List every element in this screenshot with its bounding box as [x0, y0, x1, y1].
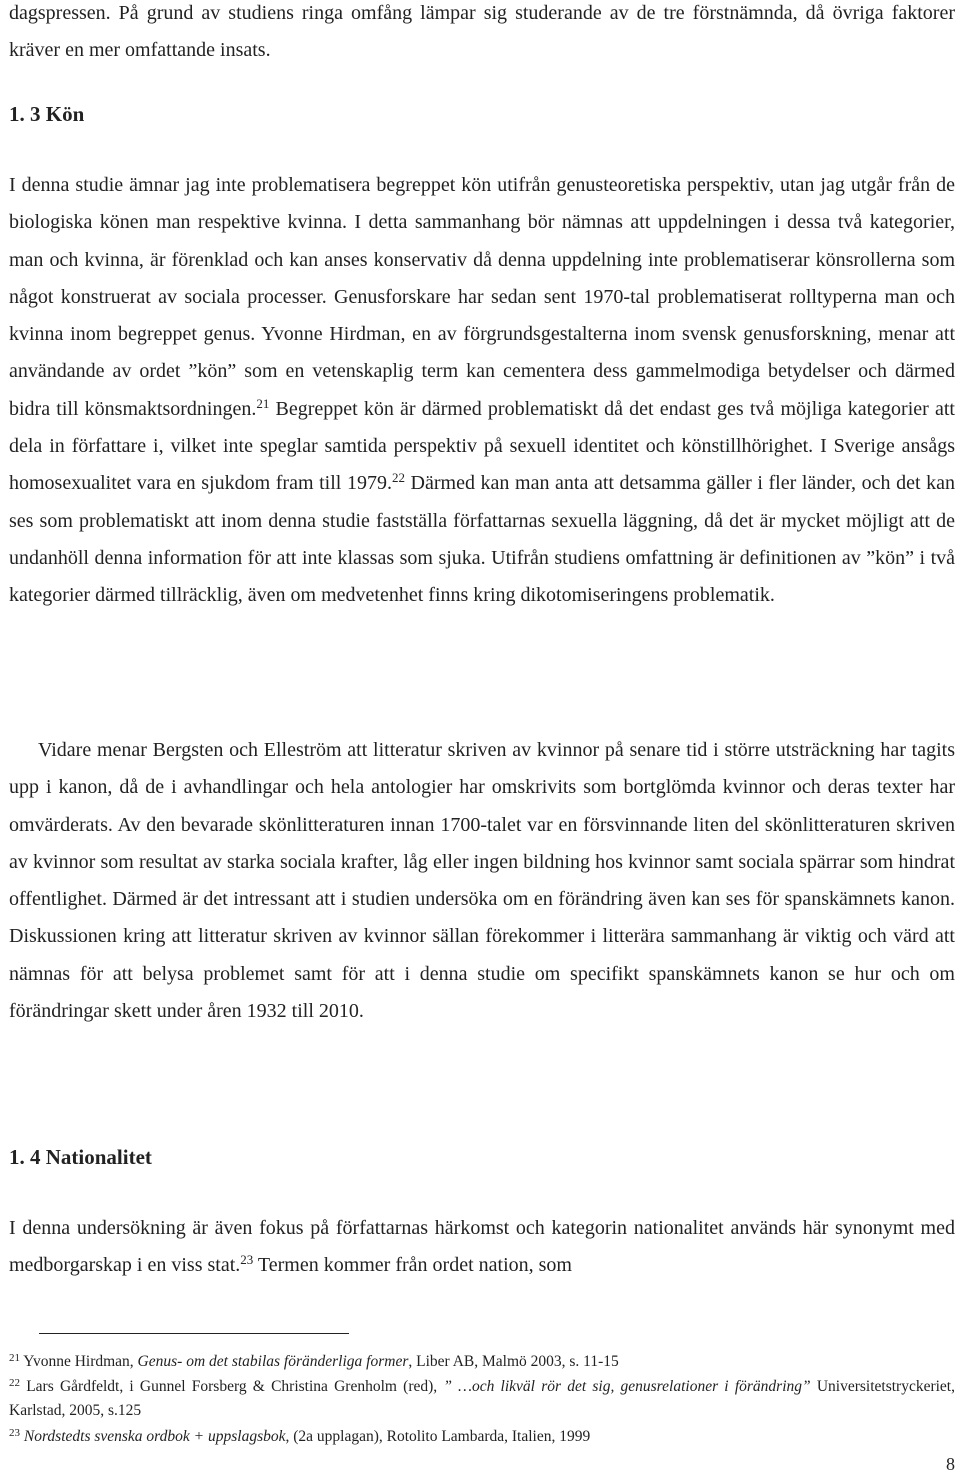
footnote-22: $^{22}$ Lars Gårdfeldt, i Gunnel Forsberg & Christina Grenholm (red), ” …och likväl rör det sig, genusrelationer i förändring” Universitetstryckeriet, Karlstad, 2005, s.125: [9, 1377, 955, 1419]
footnote-ref-23[interactable]: 23: [240, 1252, 254, 1268]
footnote-separator: [39, 1333, 349, 1334]
intro-paragraph: dagspressen. På grund av studiens ringa omfång lämpar sig studerande av de tre förstnämnda, då övriga faktorer kräver en mer omfattande insats.: [9, 2, 955, 62]
footnote-21: $^{21}$ Yvonne Hirdman, Genus- om det stabilas föränderliga former, Liber AB, Malmö 2003, s. 11-15: [9, 1352, 619, 1370]
nationalitet-paragraph-1: I denna undersökning är även fokus på författarnas härkomst och kategorin nationalitet används här synonymt med medborgarskap i en viss stat.$^{23}$ Termen kommer från ordet nation, som: [9, 1217, 955, 1277]
footnote-23: $^{23}$ Nordstedts svenska ordbok + uppslagsbok, (2a upplagan), Rotolito Lambarda, Italien, 1999: [9, 1427, 591, 1445]
page-number: 8: [946, 1454, 955, 1474]
footnote-ref-21[interactable]: 21: [256, 395, 270, 411]
footnote-ref-22[interactable]: 22: [391, 470, 405, 486]
section-heading-nationalitet: 1. 4 Nationalitet: [9, 1145, 152, 1169]
kon-paragraph-1: I denna studie ämnar jag inte problematisera begreppet kön utifrån genusteoretiska perspektiv, utan jag utgår från de biologiska könen man respektive kvinna. I detta sammanhang bör nämnas att uppdelningen i dessa två kategorier, man och kvinna, är förenklad och kan anses konservativ då denna uppdelning inte problematiserar könsrollerna som något konstruerat av sociala processer. Genusforskare har sedan sent 1970-tal problematiserat rolltyperna man och kvinna inom begreppet genus. Yvonne Hirdman, en av förgrundsgestalterna inom svensk genusforskning, menar att användande av ordet ”kön” som en vetenskaplig term kan cementera dess gammelmodiga betydelser och därmed bidra till könsmaktsordningen.$^{21}$ Begreppet kön är därmed problematiskt då det endast ges två möjliga kategorier att dela in författare i, vilket inte speglar samtida perspektiv på sexuell identitet och könstillhörighet. I Sverige ansågs homosexualitet vara en sjukdom fram till 1979.22 Därmed kan man anta att detsamma gäller i fler länder, och det kan ses som problematiskt att inom denna studie fastställa författarnas sexuella läggning, då det är mycket möjligt att de undanhöll denna information för att inte klassas som sjuka. Utifrån studiens omfattning är definitionen av ”kön” i två kategorier därmed tillräcklig, även om medvetenhet finns kring dikotomiseringens problematik.: [9, 174, 955, 607]
kon-paragraph-2: Vidare menar Bergsten och Elleström att litteratur skriven av kvinnor på senare tid i större utsträckning har tagits upp i kanon, då de i avhandlingar och hela antologier har omskrivits som bortglömda kvinnor och deras texter har omvärderats. Av den bevarade skönlitteraturen innan 1700-talet var en försvinnande liten del skönlitteraturen skriven av kvinnor som resultat av starka sociala krafter, låg eller ingen bildning hos kvinnor samt sociala spärrar som hindrat offentlighet. Därmed är det intressant att i studien undersöka om en förändring även kan ses för spanskämnets kanon. Diskussionen kring att litteratur skriven av kvinnor sällan förekommer i litterära sammanhang är viktig och värd att nämnas för att belysa problemet samt för att i denna studie om specifikt spanskämnets kanon se hur och om förändringar skett under åren 1932 till 2010.: [9, 739, 955, 1023]
section-heading-kon: 1. 3 Kön: [9, 102, 85, 126]
